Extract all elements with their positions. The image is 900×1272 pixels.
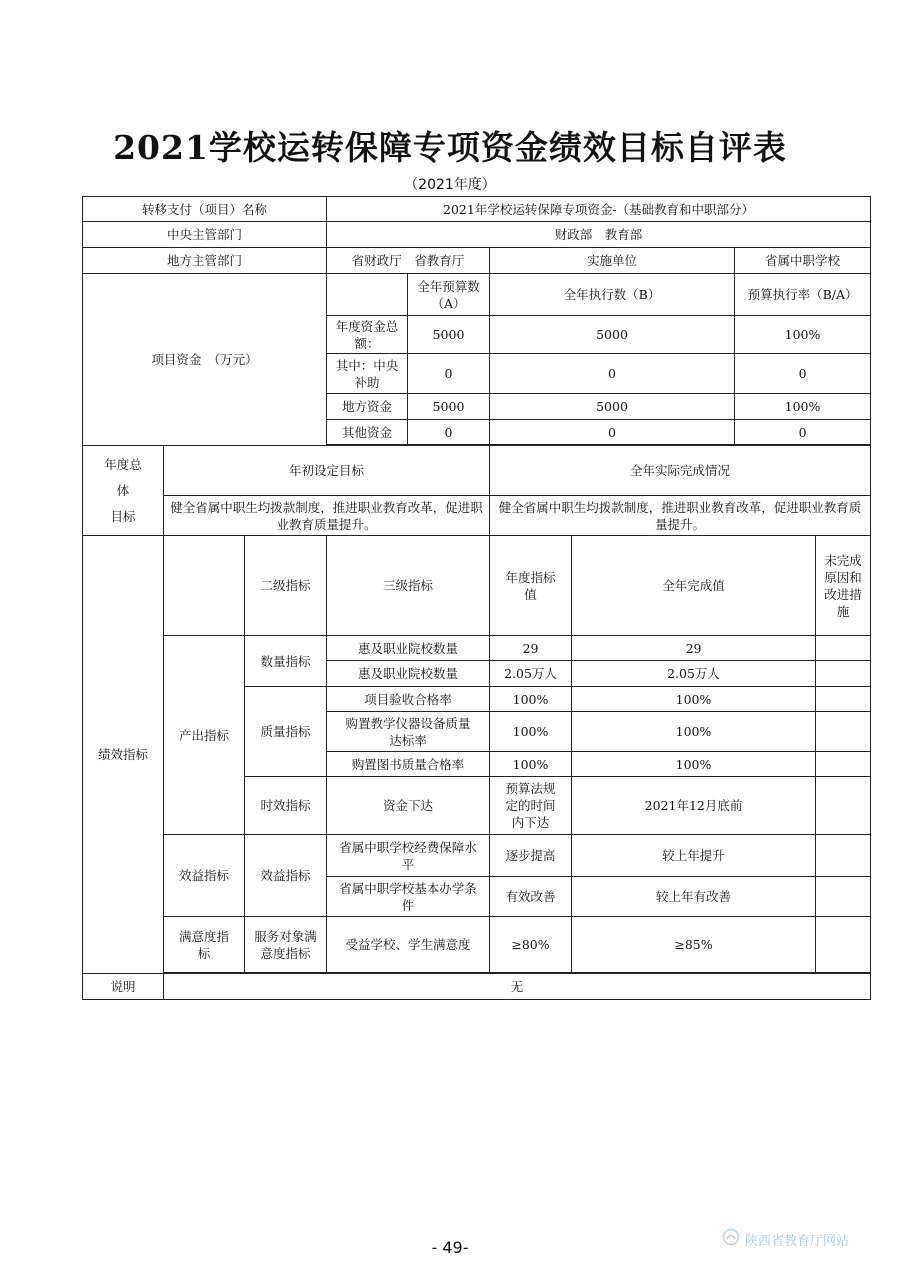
indicator-name: 惠及职业院校数量	[327, 661, 490, 687]
indicator-reason	[816, 877, 871, 917]
header-level3: 三级指标	[327, 536, 490, 636]
indicator-actual: 较上年有改善	[572, 877, 816, 917]
central-dept-value: 财政部 教育部	[327, 222, 871, 248]
indicator-actual: 100%	[572, 712, 816, 752]
initial-target-text: 健全省属中职生均拨款制度，推进职业教育改革，促进职业教育质量提升。	[164, 496, 490, 536]
funds-item-a: 0	[408, 420, 490, 445]
indicator-reason	[816, 917, 871, 973]
indicator-target: 预算法规定的时间内下达	[490, 777, 572, 835]
overall-label	[83, 446, 164, 536]
funds-item-a: 5000	[408, 394, 490, 420]
table-row	[83, 197, 871, 222]
evaluation-table	[82, 196, 871, 1000]
indicator-actual: 100%	[572, 752, 816, 777]
indicator-actual: 较上年提升	[572, 835, 816, 877]
group-benefit: 效益指标	[245, 835, 327, 917]
table-row	[83, 446, 871, 496]
document-title: 2021学校运转保障专项资金绩效目标自评表	[113, 128, 787, 167]
watermark-text: 陕西省教育厅网站	[745, 1234, 850, 1249]
initial-target-header: 年初设定目标	[164, 446, 490, 496]
indicator-name: 资金下达	[327, 777, 490, 835]
indicator-target: 2.05万人	[490, 661, 572, 687]
watermark-logo-icon	[722, 1228, 740, 1246]
header-reason: 未完成原因和改进措施	[816, 536, 871, 636]
local-dept-label: 地方主管部门	[83, 248, 327, 274]
group-timeliness: 时效指标	[245, 777, 327, 835]
indicator-target: 100%	[490, 752, 572, 777]
page-number: - 49-	[431, 1238, 469, 1257]
impl-unit-label: 实施单位	[490, 248, 735, 274]
indicator-name: 购置教学仪器设备质量达标率	[327, 712, 490, 752]
indicator-target: 29	[490, 636, 572, 661]
indicator-actual: ≥85%	[572, 917, 816, 973]
indicator-target: 有效改善	[490, 877, 572, 917]
header-level2: 二级指标	[245, 536, 327, 636]
funds-item-b: 0	[490, 354, 735, 394]
performance-label: 绩效指标	[83, 536, 164, 974]
transfer-value: 2021年学校运转保障专项资金-（基础教育和中职部分）	[327, 197, 871, 222]
indicator-name: 项目验收合格率	[327, 687, 490, 712]
funds-header-budget: 全年预算数（A）	[408, 274, 490, 316]
benefit-label: 效益指标	[164, 835, 245, 917]
group-service: 服务对象满意度指标	[245, 917, 327, 973]
header-actual: 全年完成值	[572, 536, 816, 636]
central-dept-label: 中央主管部门	[83, 222, 327, 248]
indicator-actual: 100%	[572, 687, 816, 712]
funds-item-label: 地方资金	[327, 394, 408, 420]
actual-completion-text: 健全省属中职生均拨款制度，推进职业教育改革，促进职业教育质量提升。	[490, 496, 871, 536]
indicator-name: 惠及职业院校数量	[327, 636, 490, 661]
funds-header-rate: 预算执行率（B/A）	[735, 274, 871, 316]
header-blank	[164, 536, 245, 636]
funds-item-label: 年度资金总额：	[327, 316, 408, 354]
indicator-reason	[816, 835, 871, 877]
table-row	[83, 636, 871, 661]
funds-item-b: 5000	[490, 316, 735, 354]
output-label: 产出指标	[164, 636, 245, 835]
impl-unit-value: 省属中职学校	[735, 248, 871, 274]
funds-item-rate: 100%	[735, 316, 871, 354]
indicator-reason	[816, 636, 871, 661]
table-row	[83, 274, 871, 316]
funds-label: 项目资金 （万元）	[83, 274, 327, 446]
header-target: 年度指标值	[490, 536, 572, 636]
indicator-target: 100%	[490, 687, 572, 712]
overall-label-top: 年度总体	[104, 456, 142, 498]
indicator-name: 省属中职学校基本办学条件	[327, 877, 490, 917]
indicator-name: 购置图书质量合格率	[327, 752, 490, 777]
indicator-reason	[816, 661, 871, 687]
indicator-actual: 2.05万人	[572, 661, 816, 687]
funds-item-b: 5000	[490, 394, 735, 420]
indicator-target: 100%	[490, 712, 572, 752]
indicator-actual: 2021年12月底前	[572, 777, 816, 835]
table-row	[83, 222, 871, 248]
indicator-target: ≥80%	[490, 917, 572, 973]
funds-item-rate: 0	[735, 354, 871, 394]
overall-label-bottom: 目标	[110, 508, 136, 524]
table-row	[83, 974, 871, 1000]
funds-item-label: 其中：中央补助	[327, 354, 408, 394]
funds-item-a: 0	[408, 354, 490, 394]
group-quantity: 数量指标	[245, 636, 327, 687]
note-value: 无	[164, 974, 871, 1000]
funds-item-label: 其他资金	[327, 420, 408, 445]
funds-blank	[327, 274, 408, 316]
indicator-name: 受益学校、学生满意度	[327, 917, 490, 973]
table-row	[83, 917, 871, 973]
indicator-reason	[816, 752, 871, 777]
group-quality: 质量指标	[245, 687, 327, 777]
local-dept-value: 省财政厅 省教育厅	[327, 248, 490, 274]
document-year: （2021年度）	[404, 177, 496, 193]
funds-item-a: 5000	[408, 316, 490, 354]
funds-item-b: 0	[490, 420, 735, 445]
transfer-label: 转移支付（项目）名称	[83, 197, 327, 222]
indicator-reason	[816, 687, 871, 712]
indicator-reason	[816, 712, 871, 752]
table-row	[83, 536, 871, 636]
table-row	[83, 496, 871, 536]
indicator-reason	[816, 777, 871, 835]
funds-header-exec: 全年执行数（B）	[490, 274, 735, 316]
table-row	[83, 835, 871, 877]
table-row	[83, 248, 871, 274]
indicator-actual: 29	[572, 636, 816, 661]
funds-item-rate: 100%	[735, 394, 871, 420]
indicator-target: 逐步提高	[490, 835, 572, 877]
indicator-name: 省属中职学校经费保障水平	[327, 835, 490, 877]
funds-item-rate: 0	[735, 420, 871, 445]
satisfaction-label: 满意度指标	[164, 917, 245, 973]
actual-completion-header: 全年实际完成情况	[490, 446, 871, 496]
note-label: 说明	[83, 974, 164, 1000]
